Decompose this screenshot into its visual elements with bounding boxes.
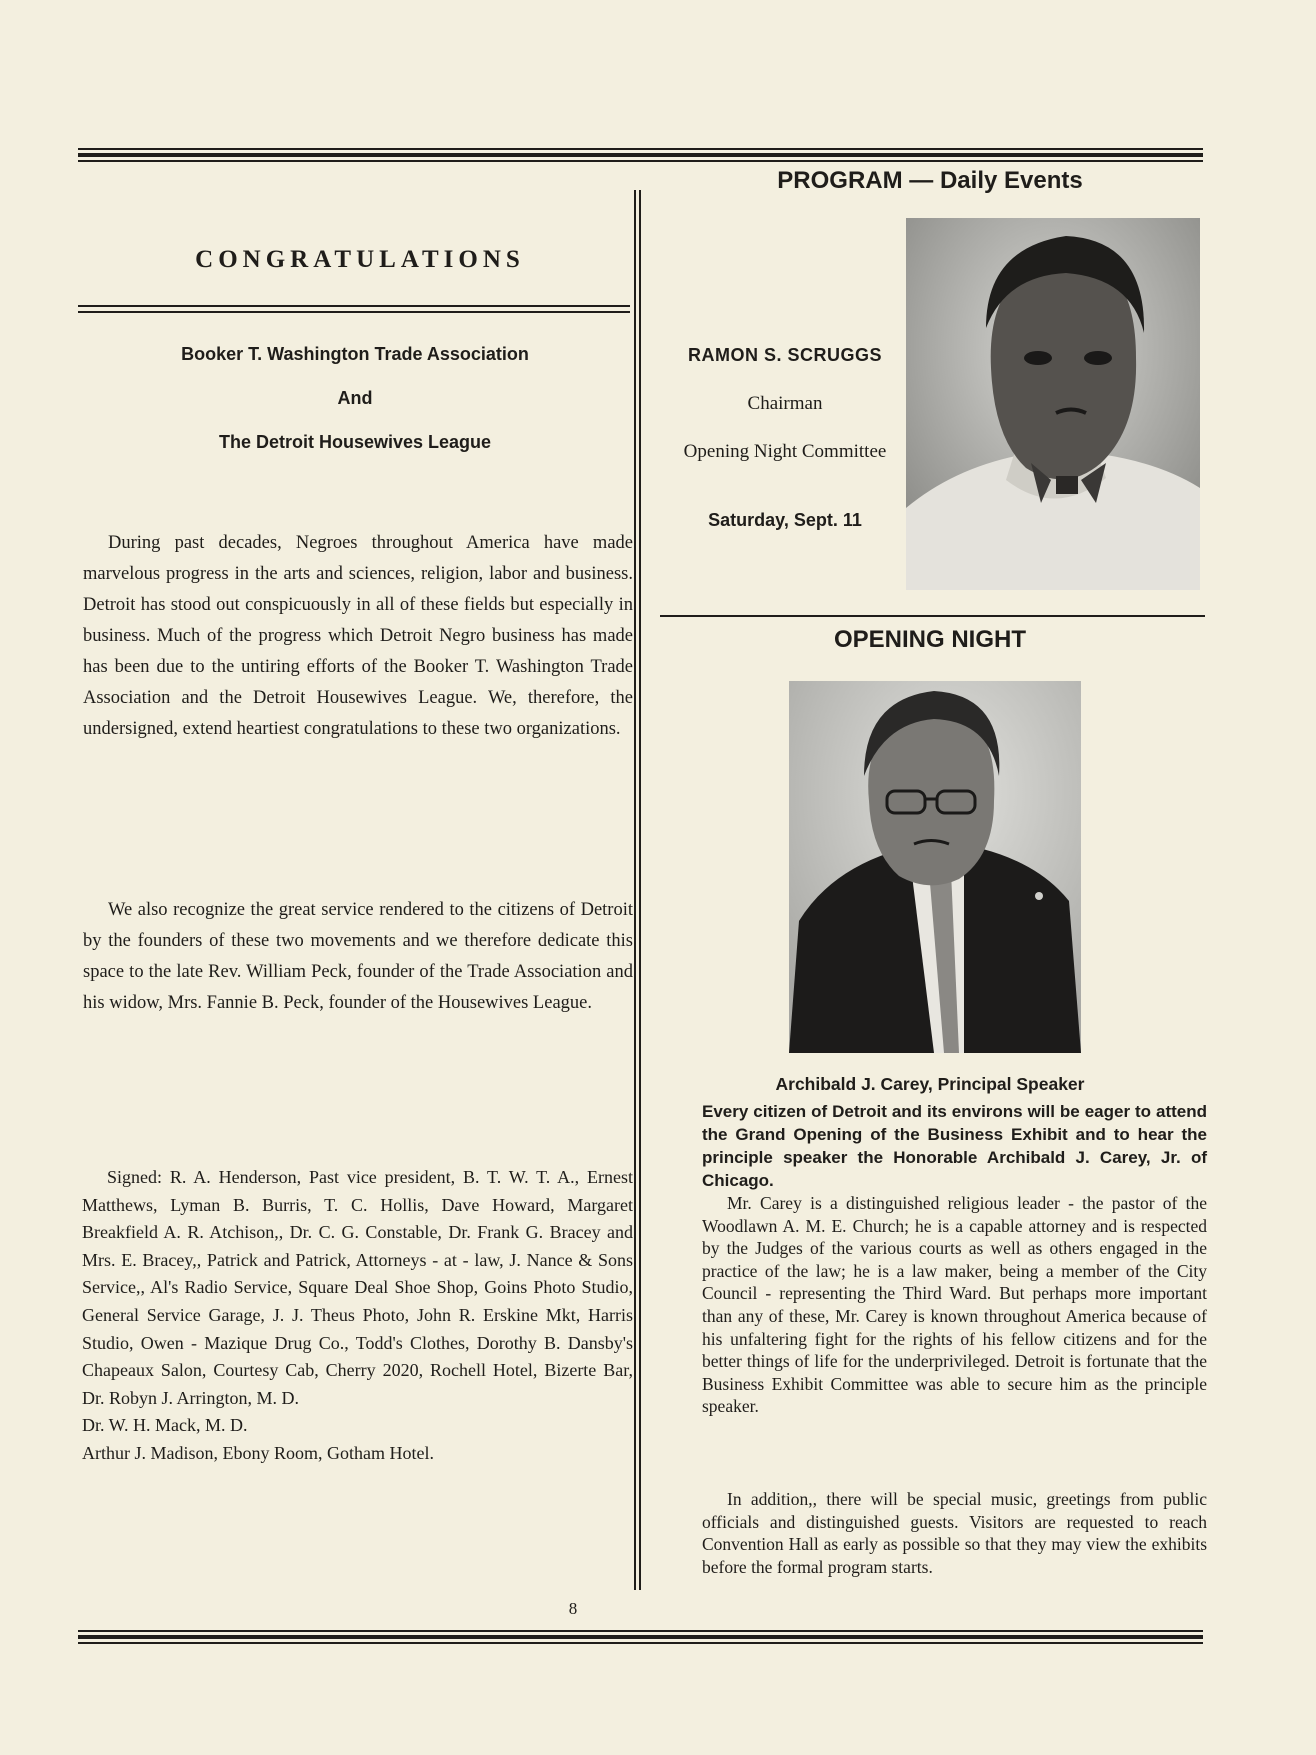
chairman-portrait-photo <box>906 218 1200 590</box>
bottom-rule-thin-lower <box>78 1642 1203 1644</box>
column-divider-right <box>639 190 641 1590</box>
top-rule-thin-upper <box>78 148 1203 150</box>
program-header: PROGRAM — Daily Events <box>777 167 1083 194</box>
page-number: 8 <box>568 1599 578 1618</box>
speaker-portrait-photo <box>789 681 1081 1053</box>
congratulations-paragraph-2: We also recognize the great service rendered to the citizens of Detroit by the founders of these two movements and we therefore dedicate this space to the late Rev. William Peck, founder of the Trade Association and his widow, Mrs. Fannie B. Peck, founder of the Housewives League. <box>83 900 633 1013</box>
bottom-rule-thin-upper <box>78 1630 1203 1632</box>
signatories <box>82 1164 633 1468</box>
signatories-list: Signed: R. A. Henderson, Past vice president, B. T. W. T. A., Ernest Matthews, Lyman B. Burris, T. C. Hollis, Dave Howard, Margaret Breakfield A. R. Atchison,, Dr. C. G. Constable, Dr. Frank G. Bracey and Mrs. E. Bracey,, Patrick and Patrick, Attorneys - at - law, J. Nance & Sons Service,, Al's Radio Service, Square Deal Shoe Shop, Goins Photo Studio, General Service Garage, J. J. Theus Photo, John R. Erskine Mkt, Harris Studio, Owen - Mazique Drug Co., Todd's Clothes, Dorothy B. Dansby's Chapeaux Salon, Courtesy Cab, Cherry 2020, Rochell Hotel, Bizerte Bar, Dr. Robyn J. Arrington, M. D. <box>82 1167 633 1408</box>
opening-night-body-paragraph-1: Mr. Carey is a distinguished religious leader - the pastor of the Woodlawn A. M. E. Church; he is a capable attorney and is respected by the Judges of the various courts as well as others engaged in the practice of the law; he is a law maker, being a member of the City Council - representing the Third Ward. But perhaps more important than any of these, Mr. Carey is known throughout America because of his unfaltering fight for the rights of his fellow citizens and for the better things of life for the underprivileged. Detroit is fortunate that the Business Exhibit Committee was able to secure him as the principle speaker. <box>702 1193 1207 1417</box>
congratulations-heading: CONGRATULATIONS <box>195 246 525 273</box>
association-line-1: Booker T. Washington Trade Association <box>181 344 529 364</box>
speaker-photo-caption: Archibald J. Carey, Principal Speaker <box>775 1074 1085 1094</box>
association-line-2: And <box>337 388 373 408</box>
chairman-name: RAMON S. SCRUGGS <box>687 345 882 365</box>
chairman-committee: Opening Night Committee <box>683 441 887 462</box>
opening-night-heading: OPENING NIGHT <box>833 626 1026 653</box>
opening-night-body-paragraph-2: In addition,, there will be special music, greetings from public officials and distinguished guests. Visitors are requested to reach Convention Hall as early as possible so that they may view the exhibits before the formal program starts. <box>702 1489 1207 1577</box>
column-divider-left <box>634 190 636 1590</box>
signatories-line-3: Arthur J. Madison, Ebony Room, Gotham Hotel. <box>82 1442 434 1463</box>
top-rule-thick <box>78 153 1203 157</box>
chairman-date: Saturday, Sept. 11 <box>708 510 862 530</box>
bottom-rule-thick <box>78 1635 1203 1639</box>
signatories-line-2: Dr. W. H. Mack, M. D. <box>82 1415 248 1436</box>
congratulations-rule-lower <box>78 311 630 313</box>
association-line-3: The Detroit Housewives League <box>218 432 492 452</box>
program-section-divider <box>660 615 1205 617</box>
top-rule-thin-lower <box>78 160 1203 162</box>
opening-night-lead-paragraph: Every citizen of Detroit and its environs will be eager to attend the Grand Opening of the Business Exhibit and to hear the principle speaker the Honorable Archibald J. Carey, Jr. of Chicago. <box>702 1102 1207 1190</box>
chairman-role: Chairman <box>747 393 823 414</box>
congratulations-paragraph-1: During past decades, Negroes throughout America have made marvelous progress in the arts and sciences, religion, labor and business. Detroit has stood out conspicuously in all of these fields but especially in business. Much of the progress which Detroit Negro business has made has been due to the untiring efforts of the Booker T. Washington Trade Association and the Detroit Housewives League. We, therefore, the undersigned, extend heartiest congratulations to these two organizations. <box>83 533 633 739</box>
congratulations-rule-upper <box>78 305 630 307</box>
